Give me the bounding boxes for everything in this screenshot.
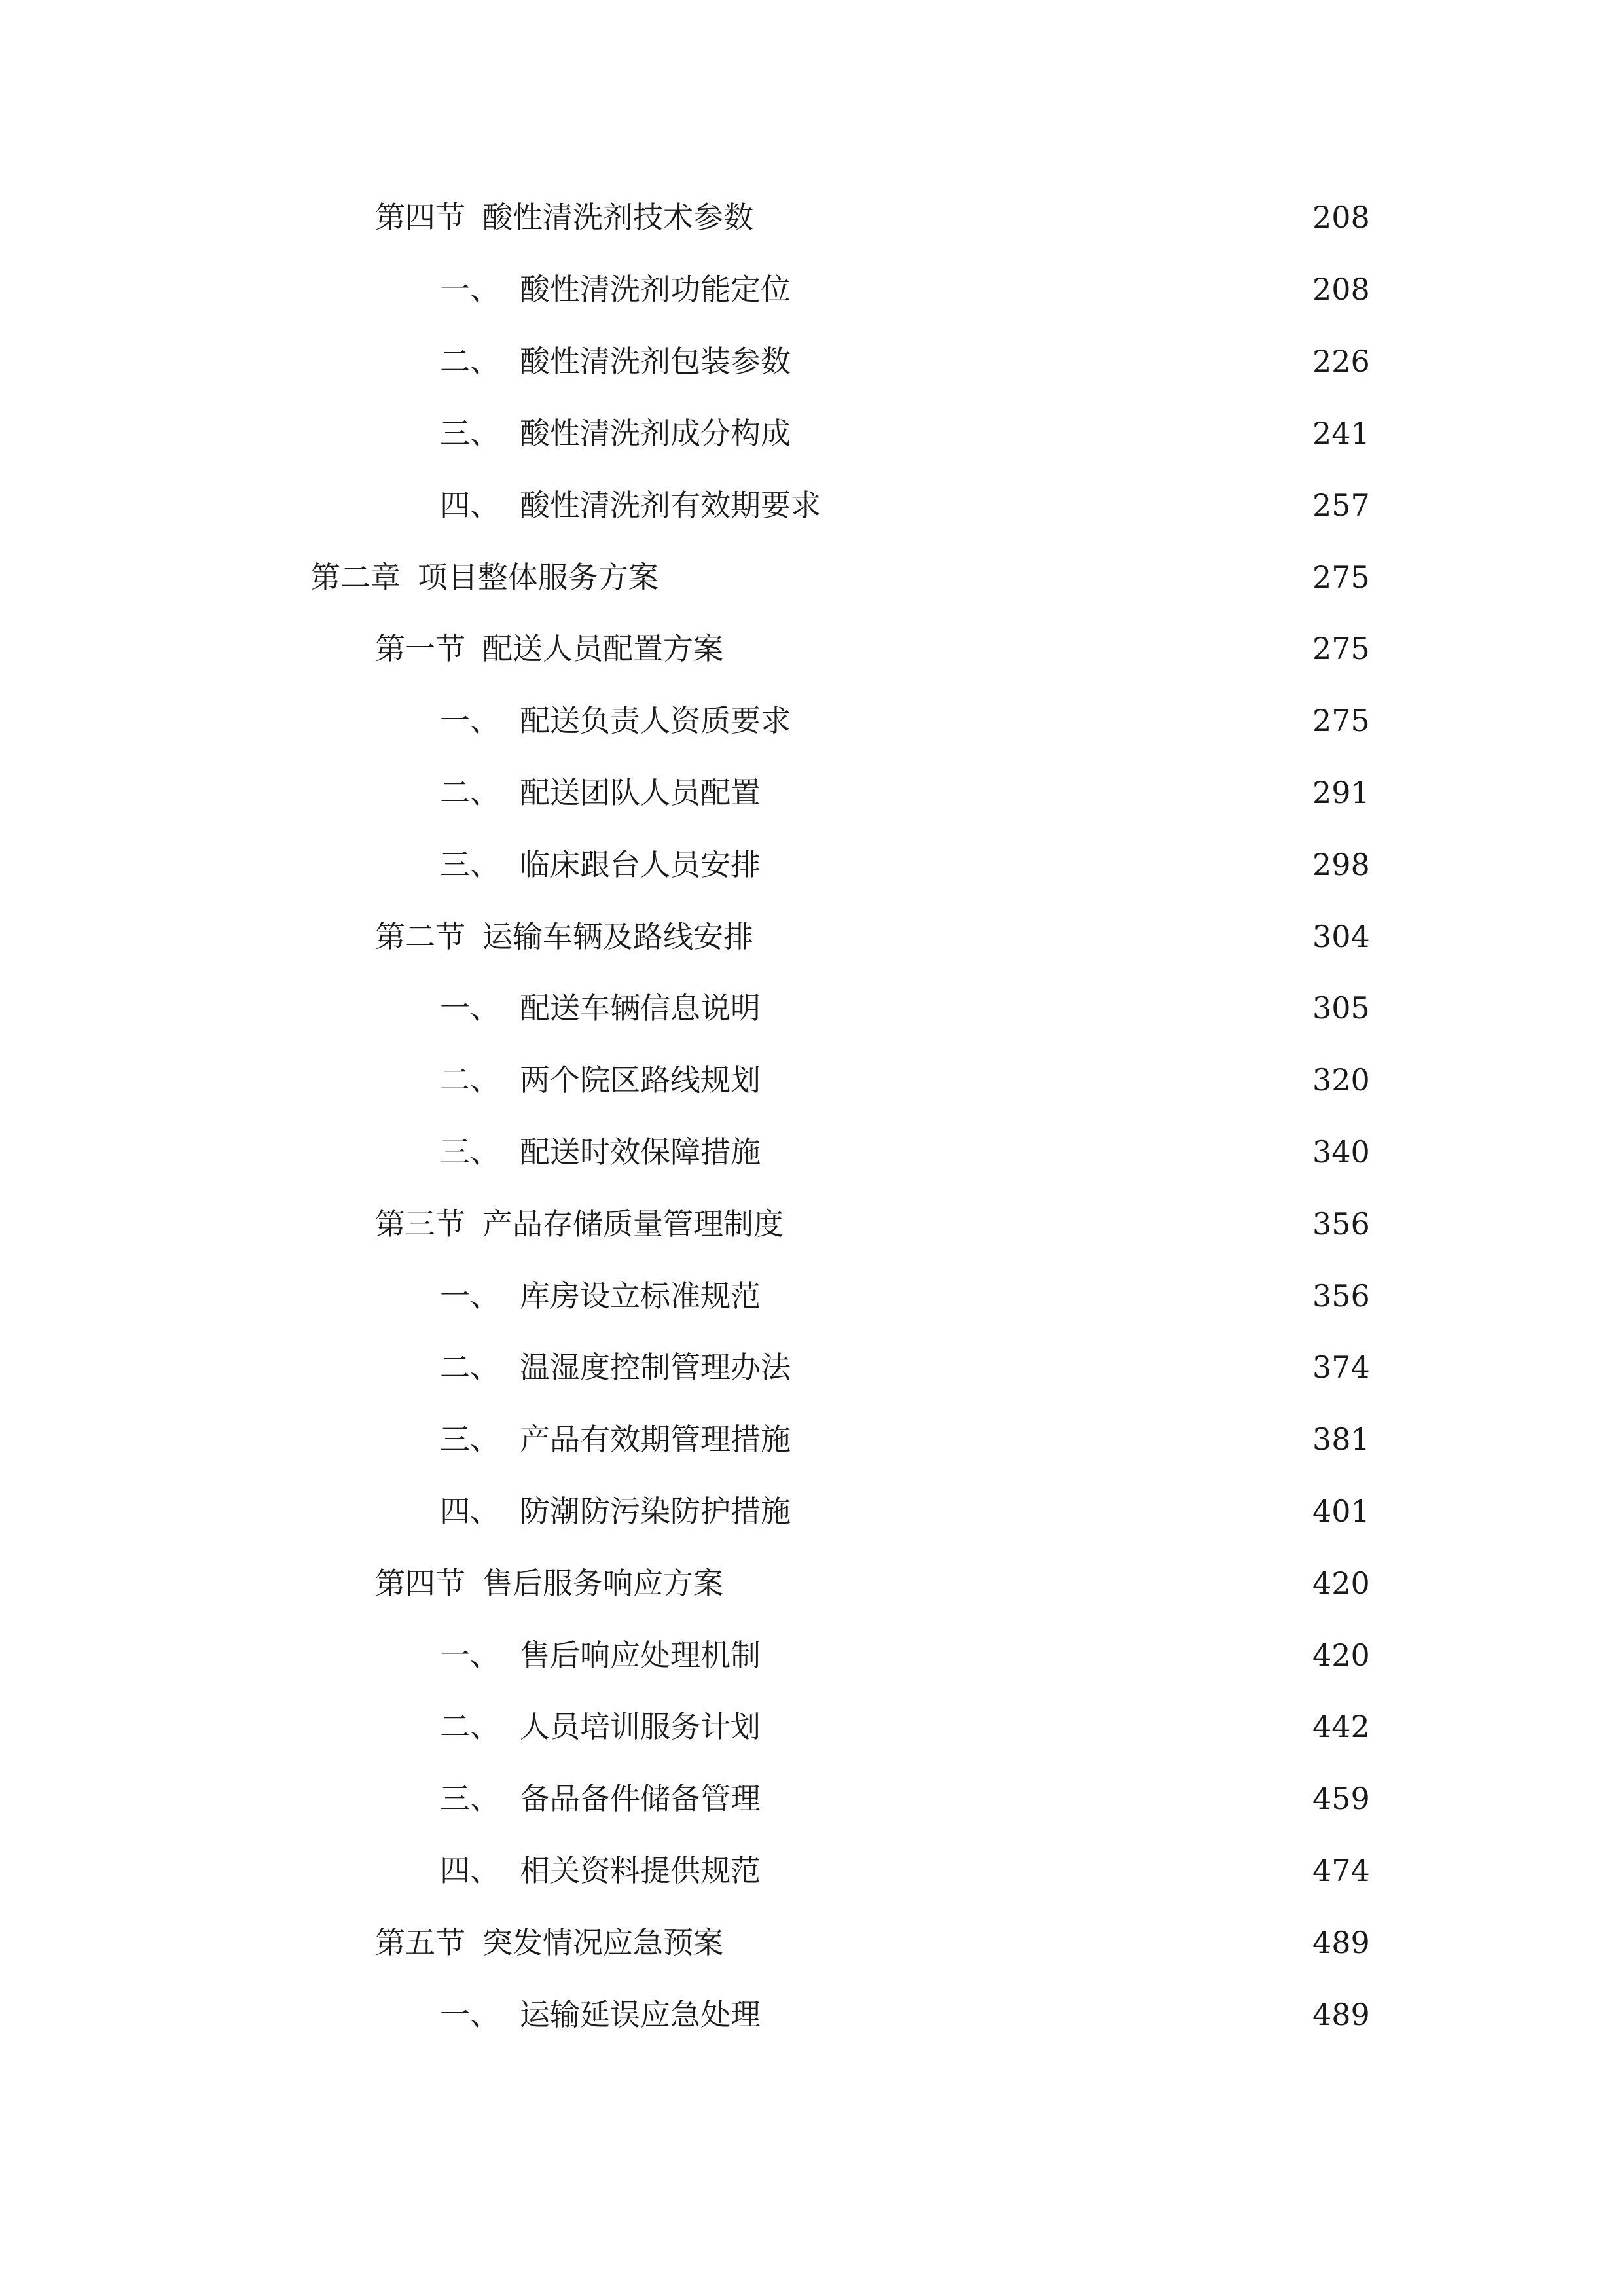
toc-entry-subsection[interactable] — [440, 982, 1369, 1034]
toc-entry-title: 配送人员配置方案 — [482, 631, 723, 666]
toc-entry-number: 三、 — [440, 1134, 500, 1170]
toc-entry-page-number: 305 — [1312, 990, 1370, 1026]
toc-entry-number: 一、 — [440, 703, 500, 738]
toc-entry-title: 运输车辆及路线安排 — [482, 919, 753, 954]
toc-entry-subsection[interactable] — [440, 1629, 1369, 1681]
toc-entry-page-number: 241 — [1312, 416, 1370, 451]
dot-leader — [760, 910, 1303, 963]
dot-leader — [827, 479, 1303, 531]
dot-leader — [767, 1772, 1303, 1825]
toc-entry-number: 第四节 — [375, 200, 465, 235]
toc-entry-number: 一、 — [440, 990, 500, 1026]
toc-entry-section[interactable] — [375, 1916, 1369, 1969]
dot-leader — [797, 1413, 1303, 1465]
toc-entry-subsection[interactable] — [440, 407, 1369, 459]
toc-entry-title: 项目整体服务方案 — [418, 560, 659, 595]
toc-entry-page-number: 489 — [1312, 1997, 1370, 2032]
toc-entry-subsection[interactable] — [440, 766, 1369, 819]
dot-leader — [797, 263, 1303, 315]
toc-entry-page-number: 474 — [1312, 1853, 1370, 1888]
toc-entry-page-number: 304 — [1312, 919, 1370, 954]
dot-leader — [767, 1126, 1303, 1178]
toc-entry-subsection[interactable] — [440, 1413, 1369, 1465]
toc-entry-subsection[interactable] — [440, 838, 1369, 891]
toc-entry-page-number: 320 — [1312, 1062, 1370, 1098]
toc-entry-page-number: 340 — [1312, 1134, 1370, 1170]
toc-entry-subsection[interactable] — [440, 335, 1369, 387]
toc-entry-page-number: 291 — [1312, 775, 1370, 810]
toc-entry-number: 一、 — [440, 1638, 500, 1673]
toc-entry-title: 配送团队人员配置 — [520, 775, 761, 810]
toc-entry-number: 第一节 — [375, 631, 465, 666]
toc-entry-subsection[interactable] — [440, 1485, 1369, 1537]
toc-entry-number: 第三节 — [375, 1206, 465, 1242]
toc-entry-title: 配送负责人资质要求 — [520, 703, 791, 738]
toc-entry-number: 第四节 — [375, 1566, 465, 1601]
toc-entry-section[interactable] — [375, 1557, 1369, 1609]
toc-entry-title: 售后响应处理机制 — [520, 1638, 761, 1673]
toc-entry-number: 二、 — [440, 1350, 500, 1385]
toc-entry-number: 一、 — [440, 272, 500, 307]
dot-leader — [767, 1844, 1303, 1897]
toc-entry-title: 酸性清洗剂功能定位 — [520, 272, 791, 307]
dot-leader — [730, 1916, 1303, 1969]
toc-entry-page-number: 226 — [1312, 344, 1370, 379]
toc-entry-page-number: 208 — [1312, 272, 1370, 307]
toc-entry-page-number: 356 — [1312, 1206, 1370, 1242]
toc-entry-number: 四、 — [440, 1494, 500, 1529]
toc-entry-subsection[interactable] — [440, 263, 1369, 315]
toc-entry-title: 配送时效保障措施 — [520, 1134, 761, 1170]
toc-entry-page-number: 442 — [1312, 1709, 1370, 1744]
toc-entry-number: 一、 — [440, 1997, 500, 2032]
toc-entry-subsection[interactable] — [440, 1126, 1369, 1178]
toc-entry-page-number: 489 — [1312, 1925, 1370, 1960]
dot-leader — [665, 551, 1303, 603]
toc-entry-number: 第五节 — [375, 1925, 465, 1960]
toc-entry-number: 三、 — [440, 1781, 500, 1816]
toc-entry-section[interactable] — [375, 622, 1369, 675]
dot-leader — [767, 838, 1303, 891]
toc-entry-subsection[interactable] — [440, 1988, 1369, 2041]
dot-leader — [767, 1700, 1303, 1753]
dot-leader — [797, 1485, 1303, 1537]
toc-entry-number: 二、 — [440, 1062, 500, 1098]
toc-entry-subsection[interactable] — [440, 1341, 1369, 1393]
toc-entry-chapter[interactable] — [310, 551, 1369, 603]
toc-entry-subsection[interactable] — [440, 479, 1369, 531]
toc-entry-title: 相关资料提供规范 — [520, 1853, 761, 1888]
dot-leader — [767, 982, 1303, 1034]
toc-entry-page-number: 275 — [1312, 703, 1370, 738]
toc-entry-title: 温湿度控制管理办法 — [520, 1350, 791, 1385]
toc-entry-page-number: 381 — [1312, 1422, 1370, 1457]
toc-entry-page-number: 298 — [1312, 847, 1370, 882]
toc-entry-title: 售后服务响应方案 — [482, 1566, 723, 1601]
toc-entry-title: 两个院区路线规划 — [520, 1062, 761, 1098]
dot-leader — [760, 191, 1303, 243]
toc-entry-page-number: 459 — [1312, 1781, 1370, 1816]
toc-entry-subsection[interactable] — [440, 1270, 1369, 1322]
toc-entry-number: 第二章 — [310, 560, 401, 595]
toc-entry-title: 产品有效期管理措施 — [520, 1422, 791, 1457]
toc-entry-number: 三、 — [440, 416, 500, 451]
dot-leader — [797, 335, 1303, 387]
toc-entry-number: 第二节 — [375, 919, 465, 954]
toc-entry-title: 人员培训服务计划 — [520, 1709, 761, 1744]
toc-entry-section[interactable] — [375, 191, 1369, 243]
toc-entry-subsection[interactable] — [440, 694, 1369, 747]
toc-entry-title: 临床跟台人员安排 — [520, 847, 761, 882]
toc-entry-title: 配送车辆信息说明 — [520, 990, 761, 1026]
toc-entry-page-number: 275 — [1312, 560, 1370, 595]
dot-leader — [767, 1988, 1303, 2041]
toc-entry-subsection[interactable] — [440, 1772, 1369, 1825]
toc-entry-title: 酸性清洗剂有效期要求 — [520, 488, 821, 523]
toc-entry-subsection[interactable] — [440, 1844, 1369, 1897]
toc-entry-section[interactable] — [375, 1198, 1369, 1250]
toc-entry-title: 酸性清洗剂技术参数 — [482, 200, 753, 235]
toc-entry-number: 一、 — [440, 1278, 500, 1314]
dot-leader — [730, 622, 1303, 675]
toc-entry-number: 四、 — [440, 488, 500, 523]
toc-entry-title: 酸性清洗剂成分构成 — [520, 416, 791, 451]
dot-leader — [767, 1270, 1303, 1322]
toc-entry-title: 产品存储质量管理制度 — [482, 1206, 784, 1242]
toc-entry-subsection[interactable] — [440, 1700, 1369, 1753]
toc-entry-subsection[interactable] — [440, 1054, 1369, 1106]
dot-leader — [790, 1198, 1303, 1250]
toc-entry-title: 备品备件储备管理 — [520, 1781, 761, 1816]
dot-leader — [767, 1629, 1303, 1681]
toc-entry-title: 库房设立标准规范 — [520, 1278, 761, 1314]
toc-entry-title: 运输延误应急处理 — [520, 1997, 761, 2032]
toc-entry-number: 四、 — [440, 1853, 500, 1888]
toc-entry-title: 突发情况应急预案 — [482, 1925, 723, 1960]
toc-entry-section[interactable] — [375, 910, 1369, 963]
toc-entry-number: 二、 — [440, 1709, 500, 1744]
toc-entry-page-number: 208 — [1312, 200, 1370, 235]
dot-leader — [797, 1341, 1303, 1393]
dot-leader — [730, 1557, 1303, 1609]
toc-entry-page-number: 275 — [1312, 631, 1370, 666]
dot-leader — [797, 407, 1303, 459]
dot-leader — [767, 1054, 1303, 1106]
toc-entry-page-number: 401 — [1312, 1494, 1370, 1529]
toc-entry-page-number: 420 — [1312, 1566, 1370, 1601]
toc-entry-number: 二、 — [440, 344, 500, 379]
toc-entry-number: 三、 — [440, 847, 500, 882]
toc-entry-page-number: 374 — [1312, 1350, 1370, 1385]
toc-entry-number: 三、 — [440, 1422, 500, 1457]
toc-entry-page-number: 420 — [1312, 1638, 1370, 1673]
dot-leader — [797, 694, 1303, 747]
toc-entry-number: 二、 — [440, 775, 500, 810]
toc-entry-title: 酸性清洗剂包装参数 — [520, 344, 791, 379]
toc-entry-title: 防潮防污染防护措施 — [520, 1494, 791, 1529]
toc-entry-page-number: 356 — [1312, 1278, 1370, 1314]
toc-entry-page-number: 257 — [1312, 488, 1370, 523]
dot-leader — [767, 766, 1303, 819]
